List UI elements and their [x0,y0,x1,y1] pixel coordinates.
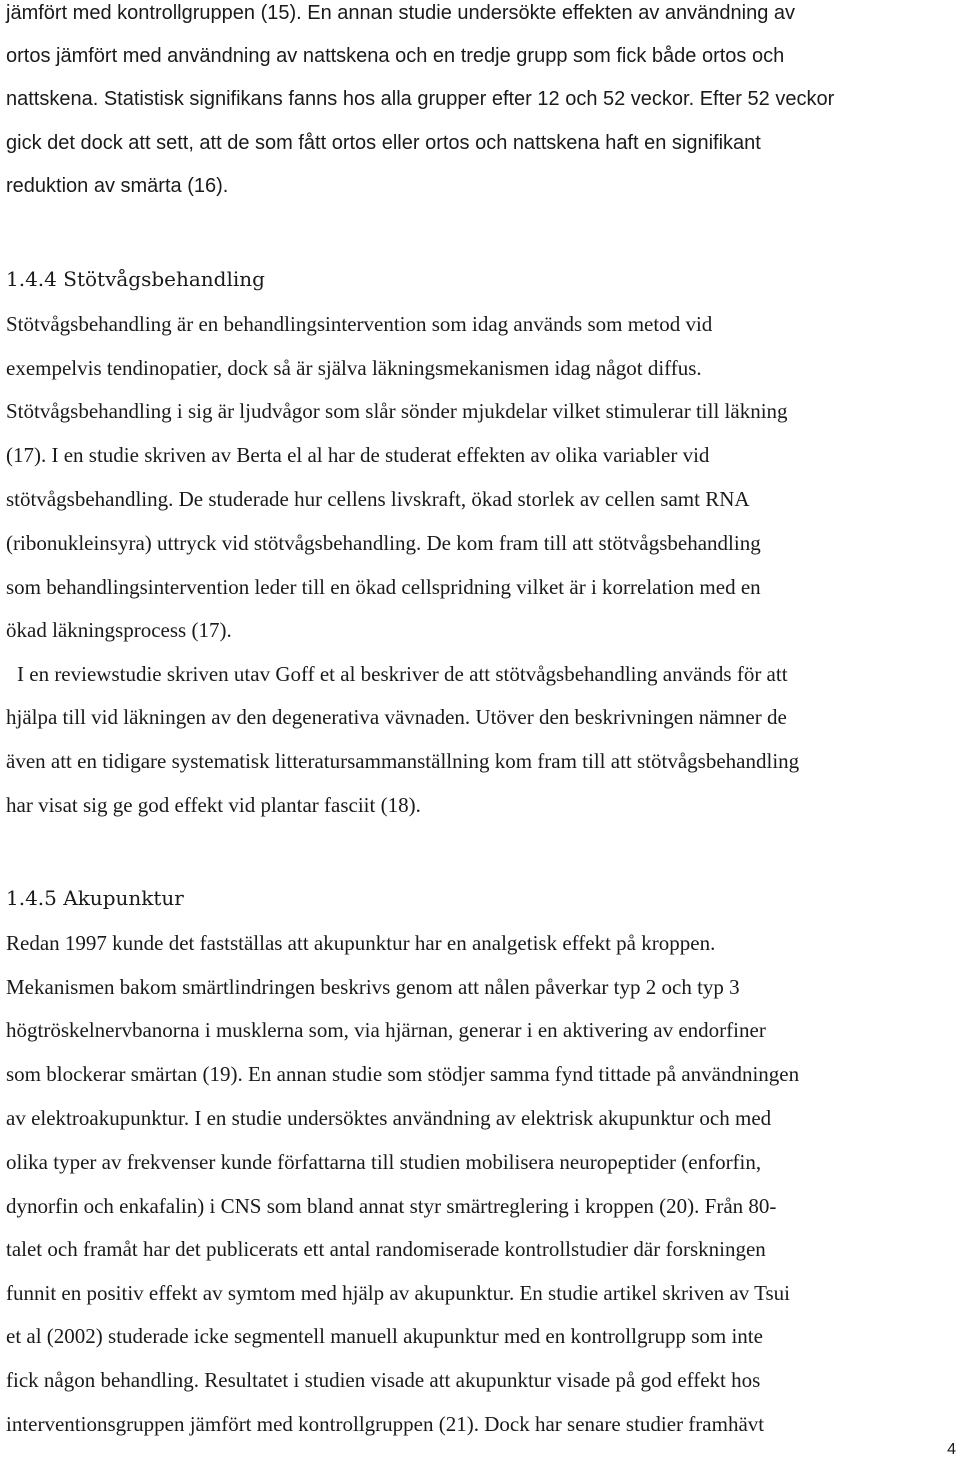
text-line: som behandlingsintervention leder till en ökad cellspridning vilket är i korrelation med en [6,575,761,599]
section-heading: 1.4.5 Akupunktur [6,886,184,910]
text-line: ökad läkningsprocess (17). [6,618,232,642]
text-line: Mekanismen bakom smärtlindringen beskrivs genom att nålen påverkar typ 2 och typ 3 [6,975,740,999]
text-line: olika typer av frekvenser kunde författarna till studien mobilisera neuropeptider (enforfin, [6,1150,762,1174]
text-line: (17). I en studie skriven av Berta el al har de studerat effekten av olika variabler vid [6,443,710,467]
text-line: av elektroakupunktur. I en studie undersöktes användning av elektrisk akupunktur och med [6,1106,772,1130]
text-line: gick det dock att sett, att de som fått ortos eller ortos och nattskena haft en signifikant [6,132,761,154]
text-line: talet och framåt har det publicerats ett antal randomiserade kontrollstudier där forskningen [6,1237,766,1261]
text-line: Redan 1997 kunde det fastställas att akupunktur har en analgetisk effekt på kroppen. [6,931,716,955]
text-line: nattskena. Statistisk signifikans fanns hos alla grupper efter 12 och 52 veckor. Efter 52 veckor [6,88,835,110]
text-line: stötvågsbehandling. De studerade hur cellens livskraft, ökad storlek av cellen samt RNA [6,487,750,511]
text-line: I en reviewstudie skriven utav Goff et al beskriver de att stötvågsbehandling används för att [17,662,788,686]
section-heading: 1.4.4 Stötvågsbehandling [6,267,265,291]
text-line: även att en tidigare systematisk litteratursammanställning kom fram till att stötvågsbehandling [6,749,800,773]
text-line: jämfört med kontrollgruppen (15). En annan studie undersökte effekten av användning av [6,2,796,24]
text-line: (ribonukleinsyra) uttryck vid stötvågsbehandling. De kom fram till att stötvågsbehandling [6,531,761,555]
text-line: funnit en positiv effekt av symtom med hjälp av akupunktur. En studie artikel skriven av Tsui [6,1281,790,1305]
text-line: högtröskelnervbanorna i musklerna som, via hjärnan, generar i en aktivering av endorfiner [6,1018,766,1042]
text-line: dynorfin och enkafalin) i CNS som bland annat styr smärtreglering i kroppen (20). Från 80- [6,1194,777,1218]
text-line: som blockerar smärtan (19). En annan studie som stödjer samma fynd tittade på användningen [6,1062,800,1086]
text-line: fick någon behandling. Resultatet i studien visade att akupunktur visade på god effekt hos [6,1368,761,1392]
text-line: har visat sig ge god effekt vid plantar fasciit (18). [6,793,421,817]
text-line: Stötvågsbehandling i sig är ljudvågor som slår sönder mjukdelar vilket stimulerar till läkning [6,399,788,423]
text-line: Stötvågsbehandling är en behandlingsintervention som idag används som metod vid [6,312,713,336]
text-line: hjälpa till vid läkningen av den degenerativa vävnaden. Utöver den beskrivningen nämner de [6,705,787,729]
text-line: exempelvis tendinopatier, dock så är själva läkningsmekanismen idag något diffus. [6,356,702,380]
page-number: 4 [947,1441,956,1458]
text-line: reduktion av smärta (16). [6,175,229,197]
text-line: ortos jämfört med användning av nattskena och en tredje grupp som fick både ortos och [6,45,785,67]
text-line: et al (2002) studerade icke segmentell manuell akupunktur med en kontrollgrupp som inte [6,1324,763,1348]
text-line: interventionsgruppen jämfört med kontrollgruppen (21). Dock har senare studier framhävt [6,1412,765,1436]
